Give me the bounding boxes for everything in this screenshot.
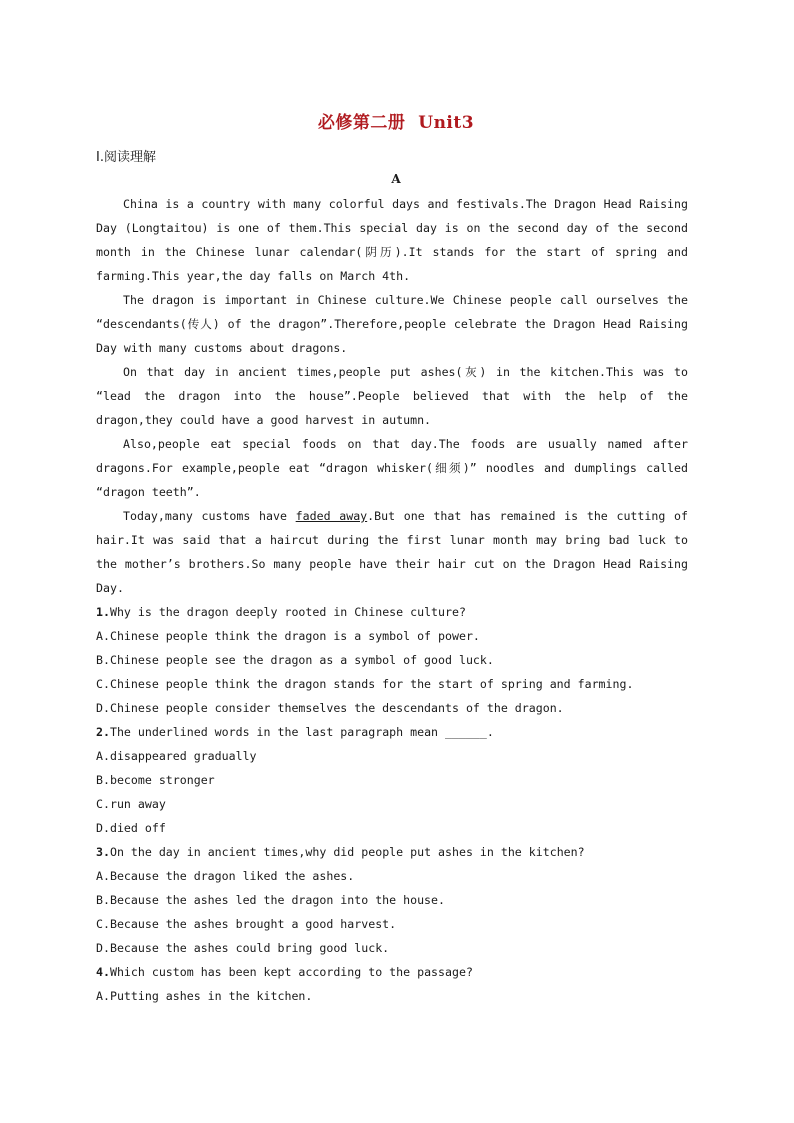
question: [96, 720, 688, 840]
section-heading: Ⅰ.阅读理解: [96, 150, 156, 165]
option: A.Putting ashes in the kitchen.: [96, 989, 313, 1003]
option: A.Chinese people think the dragon is a symbol of power.: [96, 629, 480, 643]
question-number: 2.: [96, 725, 110, 739]
question: [96, 960, 688, 1008]
question-stem: 2.The underlined words in the last paragraph mean ______.: [96, 725, 494, 739]
paragraph: Today,many customs have faded away.But one that has remained is the cutting of hair.It was said that a haircut during the first lunar month may bring bad luck to the mother’s brothers.So many people have their hair cut on the Dragon Head Raising Day.: [96, 509, 688, 595]
paragraph: China is a country with many colorful days and festivals.The Dragon Head Raising Day (Longtaitou) is one of them.This special day is on the second day of the second month in the Chinese lunar calendar(阴历).It stands for the start of spring and farming.This year,the day falls on March 4th.: [96, 197, 688, 283]
option: A.disappeared gradually: [96, 749, 257, 763]
underlined-phrase: faded away: [295, 509, 368, 523]
option: A.Because the dragon liked the ashes.: [96, 869, 355, 883]
option: D.died off: [96, 821, 166, 835]
paragraph: The dragon is important in Chinese culture.We Chinese people call ourselves the “descendants(传人) of the dragon”.Therefore,people celebrate the Dragon Head Raising Day with many customs about dragons.: [96, 293, 688, 355]
paragraph: Also,people eat special foods on that day.The foods are usually named after dragons.For example,people eat “dragon whisker(细须)” noodles and dumplings called “dragon teeth”.: [96, 437, 688, 499]
page-title: 必修第二册 Unit3: [317, 113, 475, 133]
passage-body: [96, 192, 688, 1008]
option: C.Because the ashes brought a good harvest.: [96, 917, 397, 931]
question-list: [96, 600, 688, 1008]
question-number: 3.: [96, 845, 110, 859]
question-stem: 3.On the day in ancient times,why did people put ashes in the kitchen?: [96, 845, 585, 859]
option: B.Because the ashes led the dragon into the house.: [96, 893, 446, 907]
passage-label: A: [391, 172, 401, 186]
question-number: 1.: [96, 605, 110, 619]
option: B.become stronger: [96, 773, 215, 787]
option: D.Chinese people consider themselves the descendants of the dragon.: [96, 701, 564, 715]
option: C.Chinese people think the dragon stands for the start of spring and farming.: [96, 677, 634, 691]
question-stem: 1.Why is the dragon deeply rooted in Chinese culture?: [96, 605, 466, 619]
question: [96, 600, 688, 720]
paragraph: On that day in ancient times,people put ashes(灰) in the kitchen.This was to “lead the dragon into the house”.People believed that with the help of the dragon,they could have a good harvest in autumn.: [96, 365, 688, 427]
question-number: 4.: [96, 965, 110, 979]
option: D.Because the ashes could bring good luck.: [96, 941, 390, 955]
question: [96, 840, 688, 960]
option: B.Chinese people see the dragon as a symbol of good luck.: [96, 653, 494, 667]
question-stem: 4.Which custom has been kept according to the passage?: [96, 965, 473, 979]
option: C.run away: [96, 797, 166, 811]
